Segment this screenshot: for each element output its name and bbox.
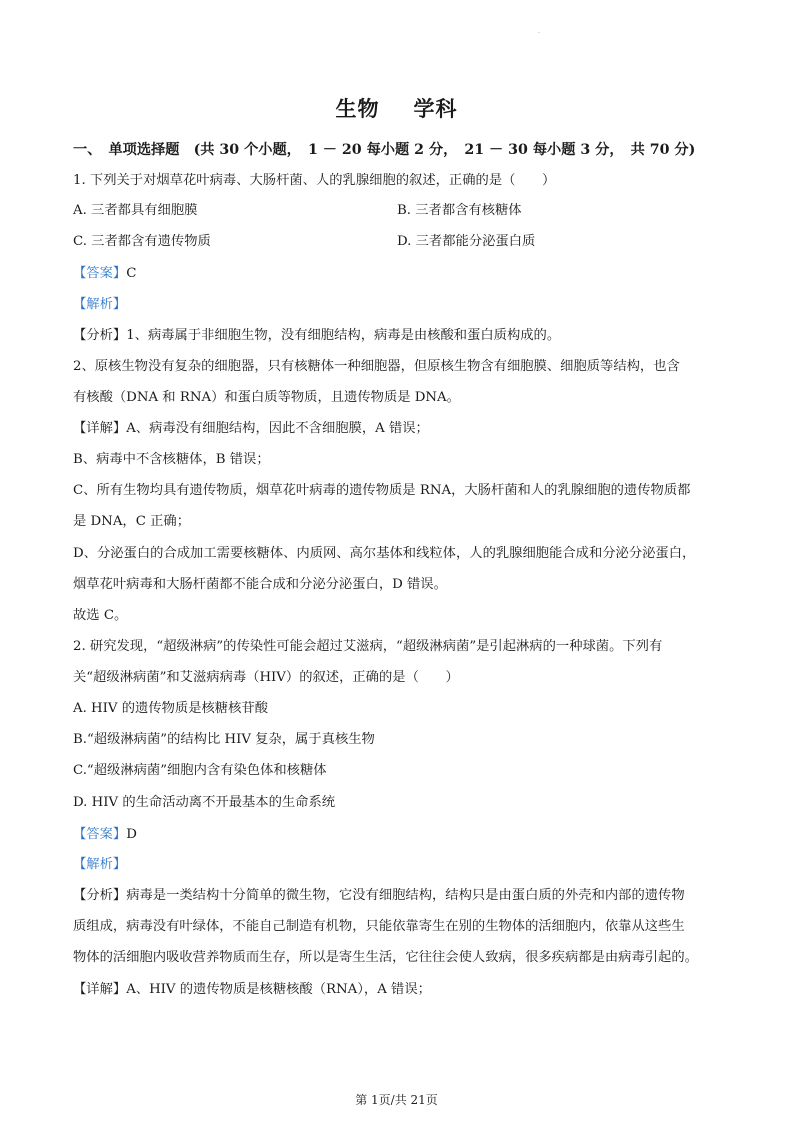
q1-option-d: D. 三者都能分泌蛋白质	[397, 234, 536, 249]
q1-fenxi-1	[73, 327, 560, 345]
q1-analysis-tag: 【解析】	[73, 297, 127, 312]
fenxi-text: 1、病毒属于非细胞生物，没有细胞结构，病毒是由核酸和蛋白质构成的。	[126, 328, 561, 343]
section-heading: 一、 单项选择题 (共 30 个小题， 1 － 20 每小题 2 分， 21 － 30 每小题 3 分， 共 70 分)	[73, 142, 696, 158]
q1-stem: 1. 下列关于对烟草花叶病毒、大肠杆菌、人的乳腺细胞的叙述，正确的是（ ）	[73, 173, 556, 188]
fenxi-text: 病毒是一类结构十分简单的微生物，它没有细胞结构，结构只是由蛋白质的外壳和内部的遗传物	[126, 888, 685, 903]
answer-tag: 【答案】	[73, 827, 127, 842]
q1-fenxi-2a: 2、原核生物没有复杂的细胞器，只有核糖体一种细胞器，但原核生物含有细胞膜、细胞质等结构，也含	[73, 359, 680, 374]
q1-option-c: C. 三者都含有遗传物质	[73, 234, 211, 249]
q2-stem-2: 关“超级淋病菌”和艾滋病病毒（HIV）的叙述，正确的是（ ）	[73, 670, 459, 685]
q2-analysis-tag: 【解析】	[73, 857, 127, 872]
detail-text: A、HIV 的遗传物质是核糖核酸（RNA），A 错误；	[126, 982, 431, 997]
q1-option-a: A. 三者都具有细胞膜	[73, 203, 198, 218]
q1-detail-c1: C、所有生物均具有遗传物质，烟草花叶病毒的遗传物质是 RNA，大肠杆菌和人的乳腺细胞的遗传物质都	[73, 483, 691, 498]
q2-fenxi-1	[73, 887, 685, 905]
detail-text: A、病毒没有细胞结构，因此不含细胞膜，A 错误；	[126, 421, 429, 436]
page-title	[0, 93, 793, 123]
title-subject: 生物	[335, 96, 380, 121]
q1-detail-c2: 是 DNA，C 正确；	[73, 514, 191, 529]
q2-fenxi-2: 质组成，病毒没有叶绿体，不能自己制造有机物，只能依靠寄生在别的生物体的活细胞内，依靠从这些生	[73, 919, 685, 934]
detail-tag: 【详解】	[73, 982, 127, 997]
answer-value: C	[126, 266, 137, 281]
q2-option-d: D. HIV 的生命活动离不开最基本的生命系统	[73, 795, 336, 810]
q2-detail-a	[73, 981, 431, 999]
detail-tag: 【详解】	[73, 421, 127, 436]
fenxi-tag: 【分析】	[73, 888, 127, 903]
q2-answer	[73, 826, 137, 844]
q1-detail-a	[73, 420, 429, 438]
q2-option-c: C.“超级淋病菌”细胞内含有染色体和核糖体	[73, 763, 327, 778]
q1-conclusion: 故选 C。	[73, 608, 128, 623]
page-footer: 第 1页/共 21页	[355, 1093, 438, 1107]
answer-tag: 【答案】	[73, 266, 127, 281]
q1-option-b: B. 三者都含有核糖体	[397, 203, 522, 218]
q1-detail-b: B、病毒中不含核糖体，B 错误；	[73, 452, 270, 467]
q1-answer	[73, 265, 136, 283]
q1-detail-d1: D、分泌蛋白的合成加工需要核糖体、内质网、高尔基体和线粒体，人的乳腺细胞能合成和分泌分泌蛋白，	[73, 546, 696, 561]
q1-fenxi-2b: 有核酸（DNA 和 RNA）和蛋白质等物质，且遗传物质是 DNA。	[73, 390, 460, 405]
q2-option-a: A. HIV 的遗传物质是核糖核苷酸	[73, 701, 268, 716]
margin-dot: ·	[538, 30, 540, 37]
answer-value: D	[126, 827, 137, 842]
q2-fenxi-3: 物体的活细胞内吸收营养物质而生存，所以是寄生生活，它往往会使人致病，很多疾病都是由病毒引起的。	[73, 950, 698, 965]
fenxi-tag: 【分析】	[73, 328, 127, 343]
title-discipline: 学科	[413, 96, 458, 121]
q2-option-b: B.“超级淋病菌”的结构比 HIV 复杂，属于真核生物	[73, 732, 375, 747]
q2-stem-1: 2. 研究发现，“超级淋病”的传染性可能会超过艾滋病，“超级淋病菌”是引起淋病的一种球菌。下列有	[73, 639, 663, 654]
q1-detail-d2: 烟草花叶病毒和大肠杆菌都不能合成和分泌分泌蛋白，D 错误。	[73, 577, 447, 592]
